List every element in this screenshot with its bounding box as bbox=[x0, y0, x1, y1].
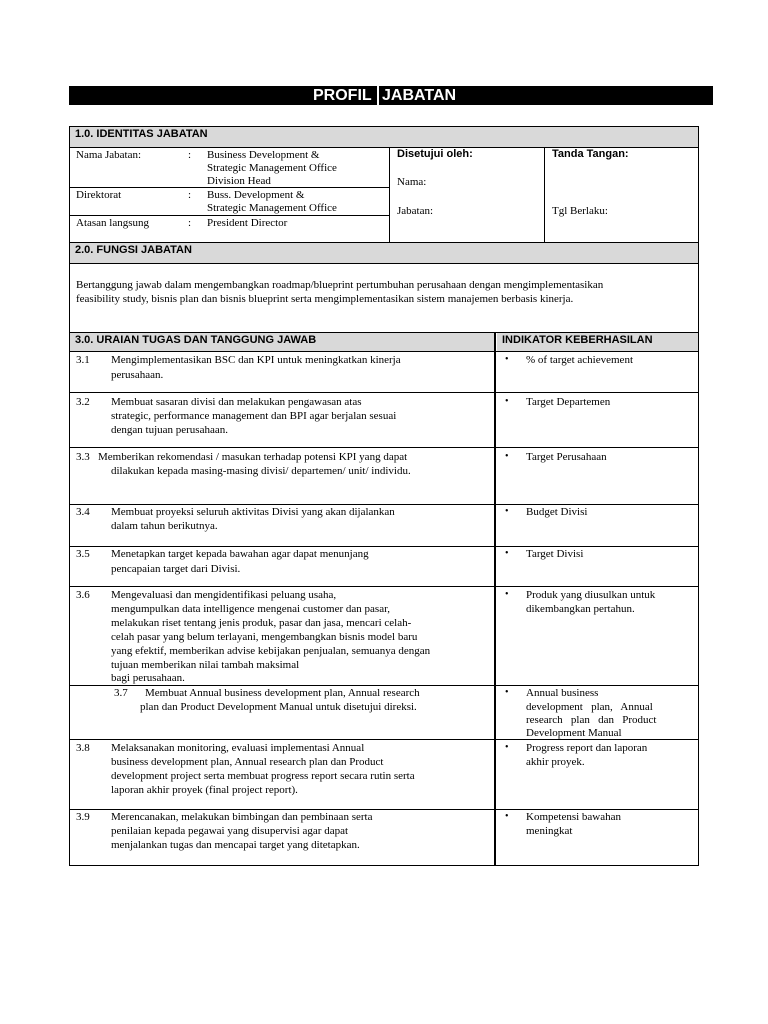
value-nama-jabatan-2: Strategic Management Office bbox=[207, 162, 337, 174]
section1-header: 1.0. IDENTITAS JABATAN bbox=[75, 128, 208, 140]
divider bbox=[389, 147, 390, 243]
indicator-line: meningkat bbox=[526, 825, 573, 837]
task-line: Melaksanakan monitoring, evaluasi implementasi Annual bbox=[111, 742, 365, 754]
divider bbox=[69, 392, 699, 393]
task-line: pencapaian target dari Divisi. bbox=[111, 563, 241, 575]
task-line: bagi perusahaan. bbox=[111, 672, 185, 684]
task-line: melakukan riset tentang jenis produk, pasar dan jasa, mencari celah- bbox=[111, 617, 412, 629]
bullet-icon: • bbox=[505, 589, 509, 600]
task-line: menjalankan tugas dan mencapai target yang ditetapkan. bbox=[111, 839, 360, 851]
task-line: penilaian kepada pegawai yang disupervisi agar dapat bbox=[111, 825, 349, 837]
divider bbox=[544, 147, 545, 243]
divider bbox=[69, 351, 699, 352]
bullet-icon: • bbox=[505, 354, 509, 365]
indicator-line: Budget Divisi bbox=[526, 506, 588, 518]
task-line: dengan tujuan perusahaan. bbox=[111, 424, 228, 436]
task-line: strategic, performance management dan BPI agar berjalan sesuai bbox=[111, 410, 397, 422]
section3-header-left: 3.0. URAIAN TUGAS DAN TANGGUNG JAWAB bbox=[75, 334, 317, 346]
indicator-line: research plan dan Product bbox=[526, 714, 657, 726]
task-line: Membuat Annual business development plan, Annual research bbox=[145, 687, 420, 699]
value-direktorat-1: Buss. Development & bbox=[207, 189, 305, 201]
title-divider bbox=[377, 86, 379, 105]
indicator-line: Target Departemen bbox=[526, 396, 611, 408]
task-number: 3.5 bbox=[76, 548, 90, 560]
task-line: Memberikan rekomendasi / masukan terhadap potensi KPI yang dapat bbox=[98, 451, 408, 463]
task-number: 3.9 bbox=[76, 811, 90, 823]
page-title-part2: JABATAN bbox=[382, 87, 457, 104]
indicator-line: Target Perusahaan bbox=[526, 451, 607, 463]
bullet-icon: • bbox=[505, 451, 509, 462]
task-number: 3.1 bbox=[76, 354, 90, 366]
section2-header: 2.0. FUNGSI JABATAN bbox=[75, 244, 192, 256]
fungsi-line-1: Bertanggung jawab dalam mengembangkan roadmap/blueprint pertumbuhan perusahaan dengan mengimplementasikan bbox=[76, 279, 604, 291]
task-line: Merencanakan, melakukan bimbingan dan pembinaan serta bbox=[111, 811, 373, 823]
task-line: Membuat sasaran divisi dan melakukan pengawasan atas bbox=[111, 396, 362, 408]
separator: : bbox=[188, 149, 192, 161]
label-direktorat: Direktorat bbox=[76, 189, 122, 201]
value-direktorat-2: Strategic Management Office bbox=[207, 202, 337, 214]
value-atasan-langsung: President Director bbox=[207, 217, 288, 229]
value-nama-jabatan-1: Business Development & bbox=[207, 149, 320, 161]
indicator-line: development plan, Annual bbox=[526, 701, 653, 713]
task-line: mengumpulkan data intelligence mengenai customer dan pasar, bbox=[111, 603, 391, 615]
label-tgl-berlaku: Tgl Berlaku: bbox=[552, 205, 608, 217]
task-line: Mengimplementasikan BSC dan KPI untuk meningkatkan kinerja bbox=[111, 354, 401, 366]
value-nama-jabatan-3: Division Head bbox=[207, 175, 271, 187]
label-nama-jabatan: Nama Jabatan: bbox=[76, 149, 142, 161]
task-line: plan dan Product Development Manual untuk disetujui direksi. bbox=[140, 701, 417, 713]
bullet-icon: • bbox=[505, 742, 509, 753]
task-number: 3.2 bbox=[76, 396, 90, 408]
task-line: business development plan, Annual research plan dan Product bbox=[111, 756, 384, 768]
indicator-line: % of target achievement bbox=[526, 354, 633, 366]
task-line: dalam tahun berikutnya. bbox=[111, 520, 218, 532]
task-number: 3.3 bbox=[76, 451, 90, 463]
task-line: development project serta membuat progress report secara rutin serta bbox=[111, 770, 415, 782]
bullet-icon: • bbox=[505, 687, 509, 698]
task-line: tujuan memberikan nilai tambah maksimal bbox=[111, 659, 300, 671]
label-nama: Nama: bbox=[397, 176, 427, 188]
indicator-line: Development Manual bbox=[526, 727, 622, 739]
task-line: Mengevaluasi dan mengidentifikasi peluang usaha, bbox=[111, 589, 337, 601]
task-line: yang efektif, memberikan advise kebijakan penjualan, semuanya dengan bbox=[111, 645, 431, 657]
indicator-line: Target Divisi bbox=[526, 548, 584, 560]
indicator-line: Produk yang diusulkan untuk bbox=[526, 589, 656, 601]
bullet-icon: • bbox=[505, 811, 509, 822]
task-number: 3.6 bbox=[76, 589, 90, 601]
task-number: 3.8 bbox=[76, 742, 90, 754]
label-atasan-langsung: Atasan langsung bbox=[76, 217, 150, 229]
separator: : bbox=[188, 189, 192, 201]
task-number: 3.7 bbox=[114, 687, 128, 699]
task-line: Menetapkan target kepada bawahan agar dapat menunjang bbox=[111, 548, 369, 560]
indicator-line: Progress report dan laporan bbox=[526, 742, 648, 754]
indicator-line: dikembangkan pertahun. bbox=[526, 603, 635, 615]
indicator-line: Annual business bbox=[526, 687, 599, 699]
divider bbox=[69, 447, 699, 448]
divider bbox=[69, 865, 699, 866]
task-line: dilakukan kepada masing-masing divisi/ departemen/ unit/ individu. bbox=[111, 465, 411, 477]
indicator-line: Kompetensi bawahan bbox=[526, 811, 621, 823]
task-line: Membuat proyeksi seluruh aktivitas Divisi yang akan dijalankan bbox=[111, 506, 395, 518]
fungsi-line-2: feasibility study, bisnis plan dan bisnis blueprint serta mengimplementasikan sistem manajemen berbasis kinerja. bbox=[76, 293, 574, 305]
divider bbox=[69, 586, 699, 587]
bullet-icon: • bbox=[505, 506, 509, 517]
bullet-icon: • bbox=[505, 548, 509, 559]
tanda-tangan-heading: Tanda Tangan: bbox=[552, 148, 629, 160]
task-line: perusahaan. bbox=[111, 369, 164, 381]
divider bbox=[69, 263, 699, 264]
indicator-line: akhir proyek. bbox=[526, 756, 585, 768]
label-jabatan: Jabatan: bbox=[397, 205, 434, 217]
page-title-part1: PROFIL bbox=[313, 87, 372, 104]
divider bbox=[494, 332, 496, 866]
page-title-bar bbox=[69, 86, 713, 105]
separator: : bbox=[188, 217, 192, 229]
task-line: laporan akhir proyek (final project report). bbox=[111, 784, 298, 796]
bullet-icon: • bbox=[505, 396, 509, 407]
disetujui-oleh-heading: Disetujui oleh: bbox=[397, 148, 473, 160]
task-number: 3.4 bbox=[76, 506, 90, 518]
task-line: celah pasar yang belum terlayani, mengembangkan bisnis model baru bbox=[111, 631, 418, 643]
section3-header-right: INDIKATOR KEBERHASILAN bbox=[502, 334, 653, 346]
